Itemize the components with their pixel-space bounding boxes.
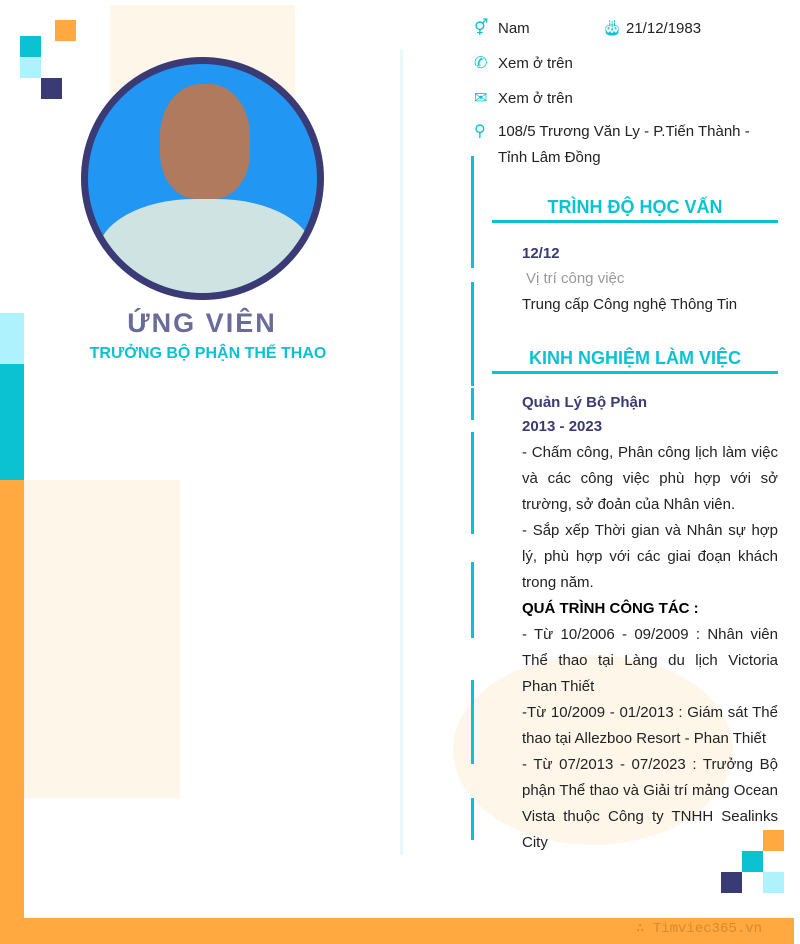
decor-square [763, 872, 784, 893]
experience-description [522, 440, 778, 856]
gender-icon: ⚥ [474, 20, 489, 37]
experience-period: 2013 - 2023 [522, 418, 603, 435]
decor-square [55, 20, 76, 41]
education-grade: 12/12 [522, 245, 560, 262]
description-line: - Chấm công, Phân công lịch làm việc và các công việc phù hợp với sở trường, sở đoản của Nhân viên. [522, 444, 778, 513]
history-item: -Từ 10/2009 - 01/2013 : Giám sát Thể thao tại Allezboo Resort - Phan Thiết [522, 704, 778, 747]
cake-icon: 🎂︎ [602, 20, 623, 37]
avatar [81, 57, 324, 300]
timeline-line [471, 562, 474, 638]
timeline-line [471, 798, 474, 840]
decor-bar [0, 364, 24, 480]
decor-rect [24, 480, 180, 798]
phone-value: Xem ở trên [498, 54, 573, 72]
timeline-line [471, 388, 474, 420]
gender-row [474, 18, 530, 38]
education-school: Trung cấp Công nghệ Thông Tin [522, 296, 738, 313]
candidate-position: TRƯỞNG BỘ PHẬN THỂ THAO [89, 345, 327, 362]
divider [400, 50, 403, 855]
timeline-line [471, 680, 474, 764]
history-item: - Từ 10/2006 - 09/2009 : Nhân viên Thể thao tại Làng du lịch Victoria Phan Thiết [522, 626, 778, 695]
birthday-value: 21/12/1983 [626, 19, 702, 37]
description-line: - Sắp xếp Thời gian và Nhân sự hợp lý, phù hợp với các giai đoạn khách trong năm. [522, 522, 778, 591]
phone-icon: ✆ [474, 55, 488, 72]
address-value: 108/5 Trương Văn Ly - P.Tiến Thành - Tỉnh Lâm Đồng [498, 123, 750, 166]
history-title: QUÁ TRÌNH CÔNG TÁC : [522, 600, 699, 617]
education-title: TRÌNH ĐỘ HỌC VẤN [492, 197, 778, 223]
decor-bar [0, 480, 24, 944]
address-row [474, 119, 778, 171]
decor-square [20, 36, 41, 57]
decor-square [721, 872, 742, 893]
location-pin-icon: ⚲ [474, 123, 486, 140]
email-row [474, 88, 573, 108]
candidate-name: ỨNG VIÊN [127, 308, 277, 338]
timeline-line [471, 156, 474, 268]
decor-square [20, 57, 41, 78]
experience-role: Quản Lý Bộ Phận [522, 394, 648, 411]
gender-value: Nam [498, 19, 530, 37]
email-value: Xem ở trên [498, 89, 573, 107]
phone-row [474, 53, 573, 73]
experience-title: KINH NGHIỆM LÀM VIỆC [492, 348, 778, 374]
timeline-line [471, 432, 474, 534]
timeline-line [471, 282, 474, 386]
history-item: - Từ 07/2013 - 07/2023 : Trưởng Bộ phận Thể thao và Giải trí mảng Ocean Vista thuộc Công ty TNHH Sealinks City [522, 756, 778, 851]
birthday-row [602, 18, 701, 38]
decor-square [41, 78, 62, 99]
education-label: Vị trí công việc [526, 270, 625, 287]
watermark: ∴ Timviec365.vn [636, 921, 763, 937]
envelope-icon: ✉ [474, 90, 488, 107]
